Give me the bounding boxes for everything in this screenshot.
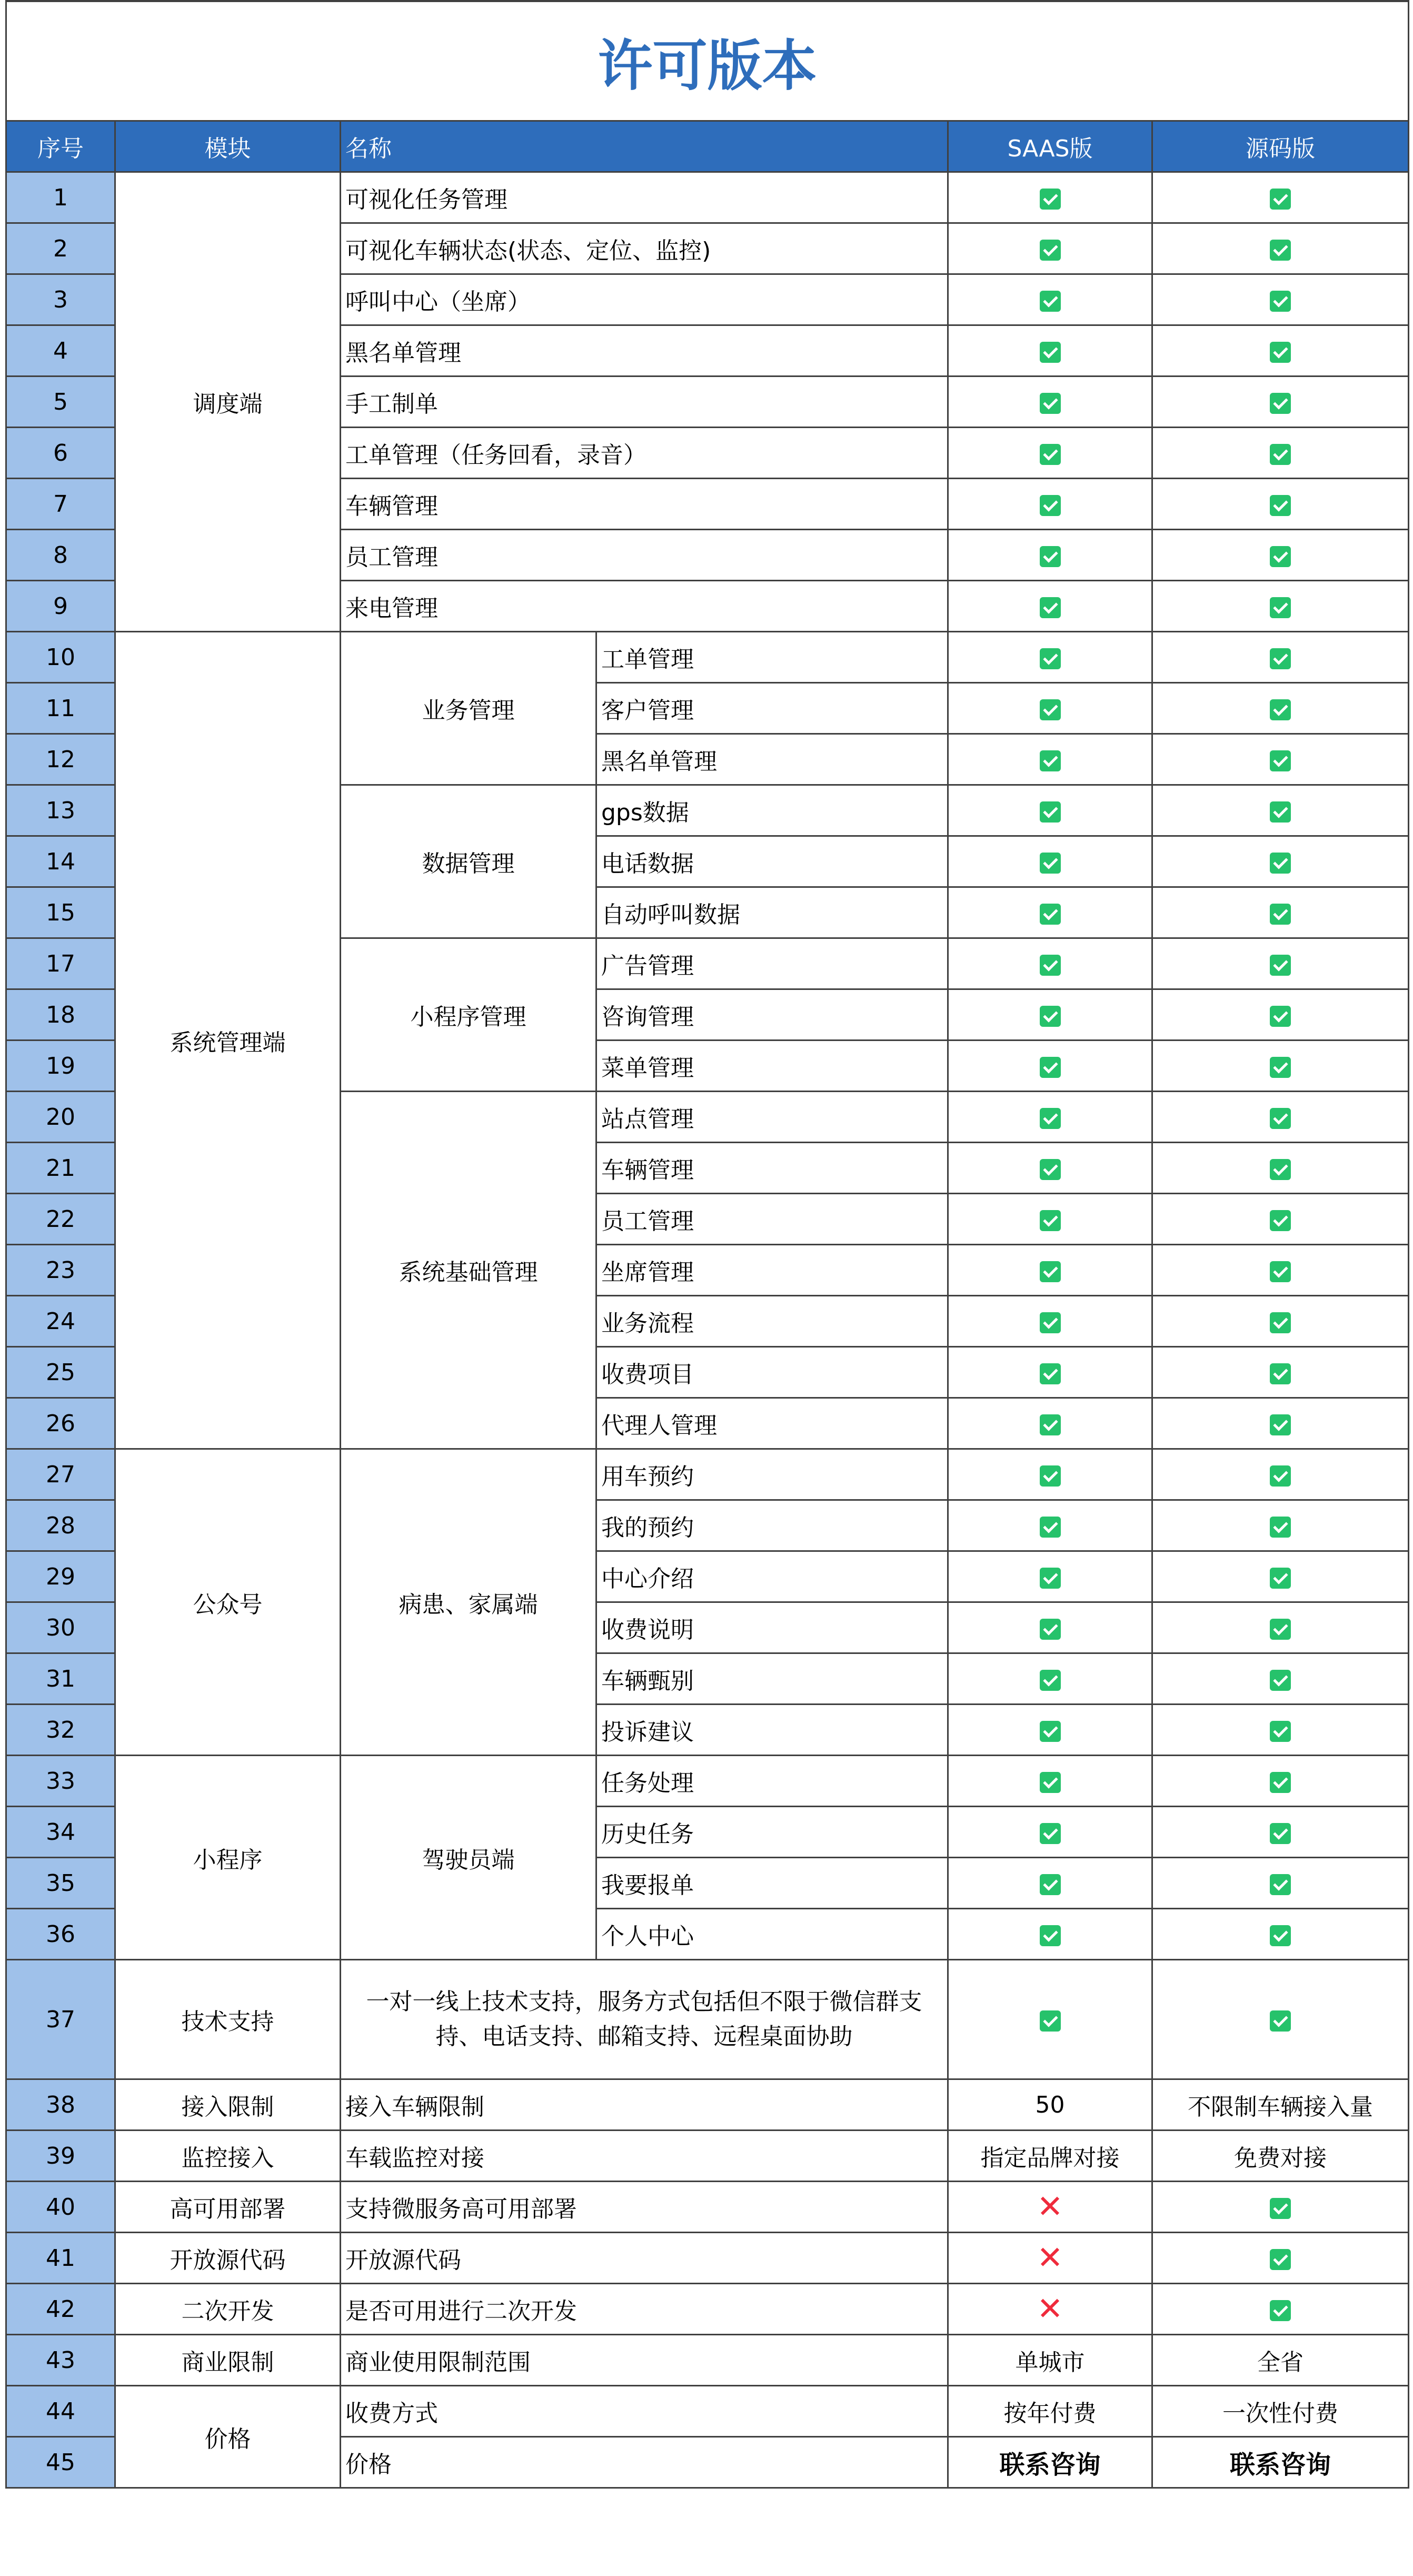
source-cell — [1152, 632, 1409, 683]
source-cell — [1152, 1092, 1409, 1143]
saas-cell — [948, 581, 1152, 632]
item-name: 来电管理 — [341, 581, 948, 632]
table-row — [6, 2284, 1409, 2335]
check-icon — [1040, 342, 1061, 363]
check-icon — [1040, 1159, 1061, 1180]
source-cell — [1152, 2284, 1409, 2335]
check-icon — [1270, 1210, 1291, 1231]
check-icon — [1270, 2010, 1291, 2032]
item-name: 我要报单 — [596, 1858, 948, 1909]
item-name: 咨询管理 — [596, 989, 948, 1041]
source-cell — [1152, 1756, 1409, 1807]
saas-cell — [948, 479, 1152, 530]
table-row — [6, 1449, 1409, 1500]
row-number: 4 — [6, 325, 115, 377]
item-name: 可视化车辆状态(状态、定位、监控) — [341, 223, 948, 274]
item-name: 黑名单管理 — [596, 734, 948, 785]
source-cell — [1152, 1245, 1409, 1296]
source-cell — [1152, 989, 1409, 1041]
source-cell — [1152, 1143, 1409, 1194]
check-icon — [1270, 495, 1291, 516]
item-name: 一对一线上技术支持，服务方式包括但不限于微信群支持、电话支持、邮箱支持、远程桌面协助 — [341, 1960, 948, 2079]
row-number: 33 — [6, 1756, 115, 1807]
check-icon — [1270, 1312, 1291, 1333]
check-icon — [1040, 1363, 1061, 1384]
saas-cell — [948, 1041, 1152, 1092]
item-name: 车辆甄别 — [596, 1653, 948, 1705]
item-name: gps数据 — [596, 785, 948, 836]
row-number: 32 — [6, 1705, 115, 1756]
item-name: 收费方式 — [341, 2386, 948, 2437]
row-number: 26 — [6, 1398, 115, 1449]
saas-cell — [948, 887, 1152, 938]
check-icon — [1270, 1057, 1291, 1078]
saas-cell — [948, 1807, 1152, 1858]
check-icon — [1040, 1261, 1061, 1282]
check-icon — [1270, 393, 1291, 414]
check-icon — [1270, 2249, 1291, 2270]
saas-cell — [948, 938, 1152, 989]
saas-cell — [948, 1858, 1152, 1909]
item-name: 站点管理 — [596, 1092, 948, 1143]
check-icon — [1040, 1210, 1061, 1231]
table-row — [6, 2182, 1409, 2233]
source-cell — [1152, 274, 1409, 325]
item-name: 接入车辆限制 — [341, 2079, 948, 2131]
row-number: 27 — [6, 1449, 115, 1500]
item-name: 黑名单管理 — [341, 325, 948, 377]
check-icon — [1040, 750, 1061, 771]
check-icon — [1270, 1517, 1291, 1538]
saas-cell: 按年付费 — [948, 2386, 1152, 2437]
saas-cell — [948, 274, 1152, 325]
row-number: 18 — [6, 989, 115, 1041]
check-icon — [1040, 291, 1061, 312]
check-icon — [1040, 1670, 1061, 1691]
row-number: 1 — [6, 172, 115, 223]
header-source: 源码版 — [1152, 121, 1409, 172]
item-name: 呼叫中心（坐席） — [341, 274, 948, 325]
row-number: 3 — [6, 274, 115, 325]
header-module: 模块 — [115, 121, 341, 172]
check-icon — [1270, 853, 1291, 874]
check-icon — [1040, 1108, 1061, 1129]
saas-cell: 50 — [948, 2079, 1152, 2131]
row-number: 19 — [6, 1041, 115, 1092]
check-icon — [1040, 648, 1061, 669]
item-name: 可视化任务管理 — [341, 172, 948, 223]
submodule-group: 系统基础管理 — [341, 1092, 596, 1449]
row-number: 20 — [6, 1092, 115, 1143]
check-icon — [1270, 597, 1291, 618]
check-icon — [1270, 189, 1291, 210]
source-cell — [1152, 428, 1409, 479]
check-icon — [1040, 1925, 1061, 1946]
check-icon — [1270, 904, 1291, 925]
saas-cell — [948, 2233, 1152, 2284]
saas-cell — [948, 1245, 1152, 1296]
item-name: 收费说明 — [596, 1602, 948, 1653]
check-icon — [1270, 291, 1291, 312]
table-row — [6, 2131, 1409, 2182]
row-number: 34 — [6, 1807, 115, 1858]
saas-cell — [948, 530, 1152, 581]
check-icon — [1040, 546, 1061, 567]
saas-cell — [948, 1398, 1152, 1449]
source-cell — [1152, 734, 1409, 785]
header-row — [6, 121, 1409, 172]
source-cell — [1152, 683, 1409, 734]
module-cell: 二次开发 — [115, 2284, 341, 2335]
row-number: 7 — [6, 479, 115, 530]
check-icon — [1040, 597, 1061, 618]
item-name: 坐席管理 — [596, 1245, 948, 1296]
table-row — [6, 172, 1409, 223]
saas-cell — [948, 2284, 1152, 2335]
module-cell: 开放源代码 — [115, 2233, 341, 2284]
item-name: 用车预约 — [596, 1449, 948, 1500]
item-name: 开放源代码 — [341, 2233, 948, 2284]
module-group: 系统管理端 — [115, 632, 341, 1449]
check-icon — [1040, 495, 1061, 516]
item-name: 我的预约 — [596, 1500, 948, 1551]
row-number: 12 — [6, 734, 115, 785]
item-name: 投诉建议 — [596, 1705, 948, 1756]
check-icon — [1270, 444, 1291, 465]
license-table — [5, 0, 1409, 2489]
saas-cell — [948, 223, 1152, 274]
saas-cell — [948, 683, 1152, 734]
saas-cell: 指定品牌对接 — [948, 2131, 1152, 2182]
source-cell — [1152, 1041, 1409, 1092]
check-icon — [1270, 1568, 1291, 1589]
item-name: 收费项目 — [596, 1347, 948, 1398]
submodule-group: 业务管理 — [341, 632, 596, 785]
source-cell — [1152, 1705, 1409, 1756]
row-number: 40 — [6, 2182, 115, 2233]
check-icon — [1270, 955, 1291, 976]
source-cell — [1152, 1347, 1409, 1398]
source-cell — [1152, 1551, 1409, 1602]
source-cell: 一次性付费 — [1152, 2386, 1409, 2437]
source-cell — [1152, 2233, 1409, 2284]
check-icon — [1270, 1670, 1291, 1691]
row-number: 8 — [6, 530, 115, 581]
module-cell: 接入限制 — [115, 2079, 341, 2131]
item-name: 是否可用进行二次开发 — [341, 2284, 948, 2335]
header-name: 名称 — [341, 121, 948, 172]
module-cell: 技术支持 — [115, 1960, 341, 2079]
source-cell — [1152, 836, 1409, 887]
row-number: 31 — [6, 1653, 115, 1705]
source-cell — [1152, 1449, 1409, 1500]
check-icon — [1270, 2300, 1291, 2321]
check-icon — [1040, 393, 1061, 414]
row-number: 11 — [6, 683, 115, 734]
module-cell: 商业限制 — [115, 2335, 341, 2386]
source-cell — [1152, 377, 1409, 428]
row-number: 36 — [6, 1909, 115, 1960]
saas-cell — [948, 2182, 1152, 2233]
row-number: 41 — [6, 2233, 115, 2284]
source-cell — [1152, 325, 1409, 377]
item-name: 客户管理 — [596, 683, 948, 734]
row-number: 14 — [6, 836, 115, 887]
row-number: 45 — [6, 2437, 115, 2488]
saas-cell — [948, 1143, 1152, 1194]
module-cell: 高可用部署 — [115, 2182, 341, 2233]
check-icon — [1270, 750, 1291, 771]
check-icon — [1040, 1619, 1061, 1640]
source-cell — [1152, 172, 1409, 223]
source-cell — [1152, 1398, 1409, 1449]
row-number: 6 — [6, 428, 115, 479]
source-cell — [1152, 1960, 1409, 2079]
check-icon — [1040, 1772, 1061, 1793]
table-row — [6, 2386, 1409, 2437]
table-row — [6, 1756, 1409, 1807]
item-name: 任务处理 — [596, 1756, 948, 1807]
item-name: 菜单管理 — [596, 1041, 948, 1092]
table-row — [6, 2079, 1409, 2131]
table-row — [6, 2233, 1409, 2284]
saas-cell — [948, 1347, 1152, 1398]
row-number: 43 — [6, 2335, 115, 2386]
check-icon — [1270, 1006, 1291, 1027]
row-number: 22 — [6, 1194, 115, 1245]
row-number: 15 — [6, 887, 115, 938]
check-icon — [1270, 240, 1291, 261]
check-icon — [1270, 1619, 1291, 1640]
check-icon — [1040, 1414, 1061, 1435]
row-number: 29 — [6, 1551, 115, 1602]
row-number: 24 — [6, 1296, 115, 1347]
check-icon — [1040, 2010, 1061, 2032]
item-name: 自动呼叫数据 — [596, 887, 948, 938]
saas-cell — [948, 325, 1152, 377]
cross-icon: ✕ — [1037, 2240, 1063, 2276]
item-name: 工单管理（任务回看，录音） — [341, 428, 948, 479]
row-number: 21 — [6, 1143, 115, 1194]
check-icon — [1040, 1057, 1061, 1078]
saas-cell — [948, 1705, 1152, 1756]
row-number: 10 — [6, 632, 115, 683]
check-icon — [1270, 1925, 1291, 1946]
row-number: 30 — [6, 1602, 115, 1653]
check-icon — [1270, 699, 1291, 720]
saas-cell — [948, 172, 1152, 223]
saas-cell — [948, 1449, 1152, 1500]
source-cell — [1152, 479, 1409, 530]
check-icon — [1270, 342, 1291, 363]
saas-cell — [948, 1909, 1152, 1960]
item-name: 业务流程 — [596, 1296, 948, 1347]
check-icon — [1270, 1823, 1291, 1844]
source-cell — [1152, 1653, 1409, 1705]
saas-cell — [948, 1296, 1152, 1347]
item-name: 代理人管理 — [596, 1398, 948, 1449]
item-name: 电话数据 — [596, 836, 948, 887]
row-number: 42 — [6, 2284, 115, 2335]
check-icon — [1270, 1874, 1291, 1895]
source-cell — [1152, 581, 1409, 632]
item-name: 支持微服务高可用部署 — [341, 2182, 948, 2233]
saas-cell — [948, 1602, 1152, 1653]
row-number: 28 — [6, 1500, 115, 1551]
row-number: 23 — [6, 1245, 115, 1296]
module-cell: 监控接入 — [115, 2131, 341, 2182]
check-icon — [1040, 1721, 1061, 1742]
item-name: 员工管理 — [596, 1194, 948, 1245]
check-icon — [1270, 1465, 1291, 1487]
check-icon — [1040, 1465, 1061, 1487]
source-cell — [1152, 1602, 1409, 1653]
row-number: 5 — [6, 377, 115, 428]
source-cell: 不限制车辆接入量 — [1152, 2079, 1409, 2131]
saas-cell — [948, 1551, 1152, 1602]
submodule-group: 病患、家属端 — [341, 1449, 596, 1756]
check-icon — [1040, 240, 1061, 261]
module-group: 公众号 — [115, 1449, 341, 1756]
table-row — [6, 1960, 1409, 2079]
item-name: 手工制单 — [341, 377, 948, 428]
check-icon — [1040, 1517, 1061, 1538]
check-icon — [1040, 1312, 1061, 1333]
check-icon — [1270, 1108, 1291, 1129]
source-cell — [1152, 887, 1409, 938]
check-icon — [1270, 1772, 1291, 1793]
check-icon — [1270, 648, 1291, 669]
module-group: 小程序 — [115, 1756, 341, 1960]
check-icon — [1040, 801, 1061, 823]
saas-cell — [948, 785, 1152, 836]
cross-icon: ✕ — [1037, 2291, 1063, 2327]
source-cell — [1152, 530, 1409, 581]
check-icon — [1040, 1568, 1061, 1589]
saas-cell — [948, 1653, 1152, 1705]
item-name: 历史任务 — [596, 1807, 948, 1858]
source-cell — [1152, 2182, 1409, 2233]
item-name: 个人中心 — [596, 1909, 948, 1960]
row-number: 9 — [6, 581, 115, 632]
saas-cell — [948, 989, 1152, 1041]
source-cell — [1152, 938, 1409, 989]
saas-cell — [948, 1960, 1152, 2079]
source-cell — [1152, 1500, 1409, 1551]
header-saas: SAAS版 — [948, 121, 1152, 172]
submodule-group: 小程序管理 — [341, 938, 596, 1092]
row-number: 17 — [6, 938, 115, 989]
saas-cell — [948, 836, 1152, 887]
check-icon — [1040, 1874, 1061, 1895]
check-icon — [1270, 1261, 1291, 1282]
submodule-group: 驾驶员端 — [341, 1756, 596, 1960]
table-row — [6, 2335, 1409, 2386]
saas-cell — [948, 734, 1152, 785]
table-row — [6, 632, 1409, 683]
source-cell — [1152, 1909, 1409, 1960]
source-cell — [1152, 1807, 1409, 1858]
item-name: 车载监控对接 — [341, 2131, 948, 2182]
cross-icon: ✕ — [1037, 2188, 1063, 2225]
row-number: 25 — [6, 1347, 115, 1398]
check-icon — [1270, 546, 1291, 567]
check-icon — [1270, 1363, 1291, 1384]
item-name: 价格 — [341, 2437, 948, 2488]
saas-cell — [948, 632, 1152, 683]
check-icon — [1270, 2198, 1291, 2219]
source-cell — [1152, 223, 1409, 274]
module-group: 价格 — [115, 2386, 341, 2488]
source-cell — [1152, 1194, 1409, 1245]
saas-cell — [948, 377, 1152, 428]
saas-cell — [948, 1500, 1152, 1551]
source-cell — [1152, 785, 1409, 836]
check-icon — [1040, 444, 1061, 465]
check-icon — [1040, 955, 1061, 976]
row-number: 38 — [6, 2079, 115, 2131]
page-title: 许可版本 — [6, 1, 1409, 121]
check-icon — [1040, 1006, 1061, 1027]
module-group: 调度端 — [115, 172, 341, 632]
item-name: 员工管理 — [341, 530, 948, 581]
row-number: 37 — [6, 1960, 115, 2079]
saas-cell — [948, 428, 1152, 479]
source-cell — [1152, 1858, 1409, 1909]
saas-cell: 联系咨询 — [948, 2437, 1152, 2488]
check-icon — [1040, 853, 1061, 874]
item-name: 车辆管理 — [341, 479, 948, 530]
check-icon — [1040, 699, 1061, 720]
source-cell: 免费对接 — [1152, 2131, 1409, 2182]
check-icon — [1040, 189, 1061, 210]
row-number: 44 — [6, 2386, 115, 2437]
item-name: 车辆管理 — [596, 1143, 948, 1194]
source-cell — [1152, 1296, 1409, 1347]
header-seq: 序号 — [6, 121, 115, 172]
check-icon — [1270, 801, 1291, 823]
saas-cell — [948, 1092, 1152, 1143]
source-cell: 联系咨询 — [1152, 2437, 1409, 2488]
check-icon — [1270, 1159, 1291, 1180]
row-number: 2 — [6, 223, 115, 274]
row-number: 39 — [6, 2131, 115, 2182]
check-icon — [1270, 1414, 1291, 1435]
row-number: 35 — [6, 1858, 115, 1909]
item-name: 工单管理 — [596, 632, 948, 683]
check-icon — [1040, 1823, 1061, 1844]
saas-cell — [948, 1194, 1152, 1245]
saas-cell — [948, 1756, 1152, 1807]
item-name: 商业使用限制范围 — [341, 2335, 948, 2386]
submodule-group: 数据管理 — [341, 785, 596, 938]
item-name: 广告管理 — [596, 938, 948, 989]
source-cell: 全省 — [1152, 2335, 1409, 2386]
check-icon — [1040, 904, 1061, 925]
item-name: 中心介绍 — [596, 1551, 948, 1602]
row-number: 13 — [6, 785, 115, 836]
check-icon — [1270, 1721, 1291, 1742]
saas-cell: 单城市 — [948, 2335, 1152, 2386]
